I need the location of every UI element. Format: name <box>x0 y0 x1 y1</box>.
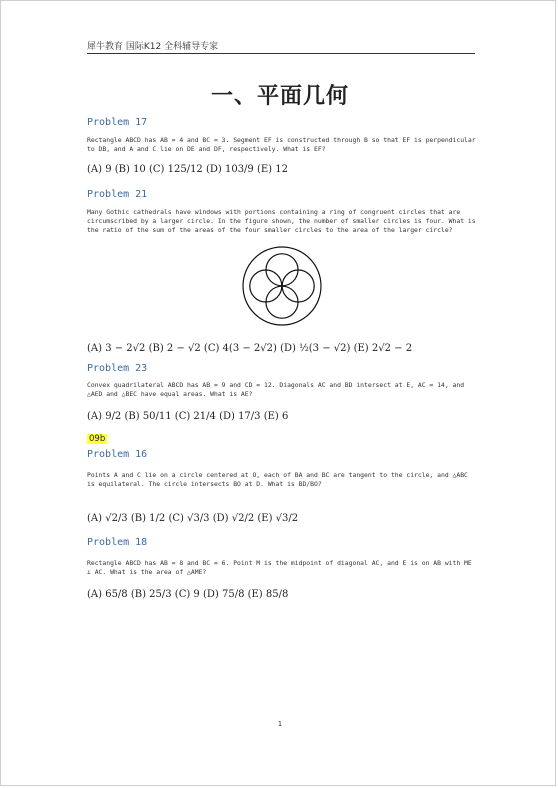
small-circle <box>266 286 298 318</box>
small-circle <box>266 254 298 286</box>
section-tag: 09b <box>89 434 106 444</box>
header-rule <box>87 53 475 54</box>
problem-title: Problem 18 <box>87 537 148 548</box>
problem-title: Problem 17 <box>87 117 148 128</box>
page-number: 1 <box>277 720 283 728</box>
small-circle <box>250 270 282 302</box>
page-header: 犀牛教育 国际K12 全科辅导专家 <box>87 42 219 52</box>
problem-text: Points A and C lie on a circle centered at O, each of BA and BC are tangent to the circle, and △ABC is equilateral. The circle intersects BO at D. What is BD/BO? <box>87 471 468 488</box>
answer-choices: (A) 9 (B) 10 (C) 125/12 (D) 103/9 (E) 12 <box>87 164 288 175</box>
problem-text: Many Gothic cathedrals have windows with portions containing a ring of congruent circles that are circumscribed by a larger circle. In the figure shown, the number of smaller circles is four. What is the ratio of the sum of the areas of the four smaller circles to the area of the larger circle? <box>87 208 476 234</box>
answer-choices: (A) √2/3 (B) 1/2 (C) √3/3 (D) √2/2 (E) √3/2 <box>87 513 299 524</box>
problem-title: Problem 21 <box>87 189 148 200</box>
problem-title: Problem 16 <box>87 449 148 460</box>
section-title: 一、平面几何 <box>210 84 349 109</box>
small-circle <box>282 270 314 302</box>
problem-title: Problem 23 <box>87 363 148 374</box>
problem-text: Convex quadrilateral ABCD has AB = 9 and CD = 12. Diagonals AC and BD intersect at E, AC = 14, and △AED and △BEC have equal areas. What is AE? <box>87 381 465 398</box>
problem-text: Rectangle ABCD has AB = 8 and BC = 6. Point M is the midpoint of diagonal AC, and E is on AB with ME ⊥ AC. What is the area of △AME? <box>87 559 472 576</box>
answer-choices: (A) 9/2 (B) 50/11 (C) 21/4 (D) 17/3 (E) 6 <box>87 411 289 422</box>
answer-choices: (A) 3 − 2√2 (B) 2 − √2 (C) 4(3 − 2√2) (D) ½(3 − √2) (E) 2√2 − 2 <box>87 343 413 354</box>
answer-choices: (A) 65/8 (B) 25/3 (C) 9 (D) 75/8 (E) 85/8 <box>87 589 289 600</box>
circles-figure <box>241 245 323 327</box>
problem-text: Rectangle ABCD has AB = 4 and BC = 3. Segment EF is constructed through B so that EF is perpendicular to DB, and A and C lie on DE and DF, respectively. What is EF? <box>87 136 476 153</box>
